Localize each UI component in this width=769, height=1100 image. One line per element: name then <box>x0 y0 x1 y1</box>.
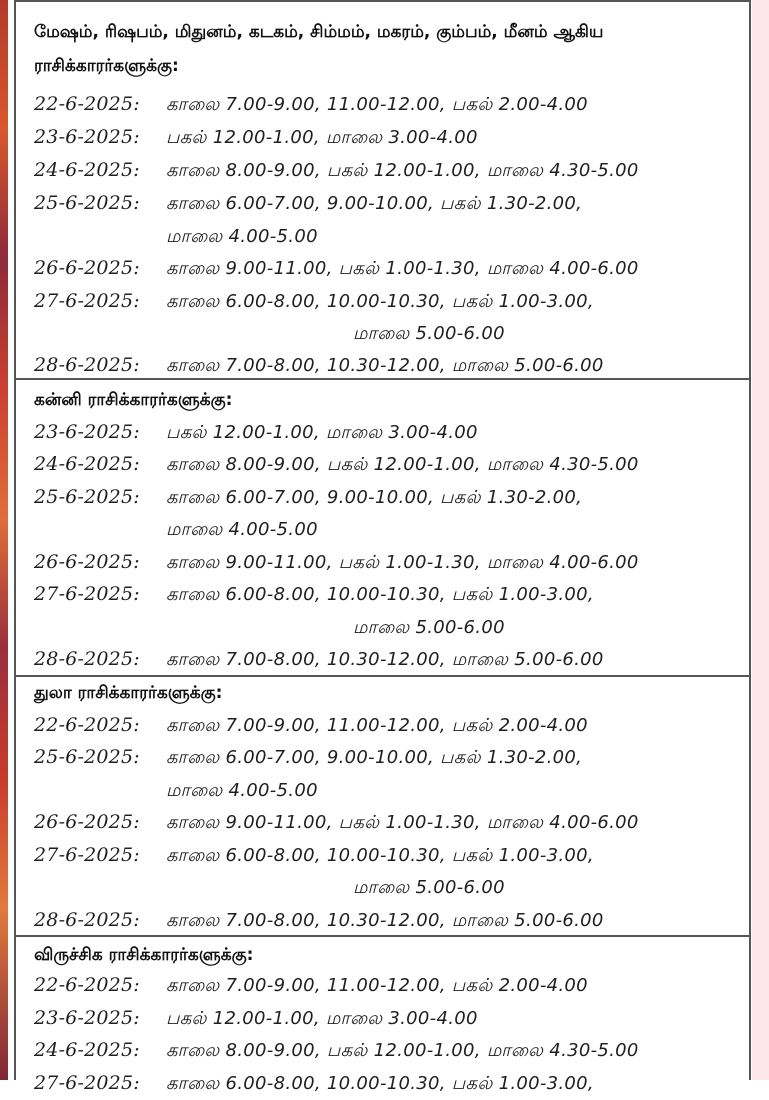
time-slots: காலை 9.00-11.00, பகல் 1.00-1.30, மாலை 4.00-6.00 <box>166 258 639 279</box>
time-slots: காலை 6.00-8.00, 10.00-10.30, பகல் 1.00-3.00, <box>166 845 594 866</box>
date-label: 26-6-2025: <box>34 257 140 279</box>
time-slots: காலை 8.00-9.00, பகல் 12.00-1.00, மாலை 4.30-5.00 <box>166 1040 639 1061</box>
date-row <box>34 839 594 872</box>
time-slots: காலை 6.00-7.00, 9.00-10.00, பகல் 1.30-2.00, <box>166 487 583 508</box>
date-label: 27-6-2025: <box>34 583 140 605</box>
date-row <box>34 643 604 676</box>
date-row <box>34 448 639 481</box>
date-row <box>34 806 639 839</box>
time-slots: காலை 7.00-9.00, 11.00-12.00, பகல் 2.00-4.00 <box>166 975 588 996</box>
date-label: 25-6-2025: <box>34 746 140 768</box>
time-slots-continued: மாலை 5.00-6.00 <box>353 323 505 344</box>
section-heading: துலா ராசிக்காரர்களுக்கு: <box>34 683 223 703</box>
date-row <box>34 1067 594 1100</box>
date-label: 24-6-2025: <box>34 159 140 181</box>
time-slots: காலை 7.00-8.00, 10.30-12.00, மாலை 5.00-6.00 <box>166 649 604 670</box>
time-slots: பகல் 12.00-1.00, மாலை 3.00-4.00 <box>166 1008 478 1029</box>
time-slots: பகல் 12.00-1.00, மாலை 3.00-4.00 <box>166 127 478 148</box>
date-row <box>34 904 604 937</box>
date-row <box>34 416 478 449</box>
time-slots: காலை 6.00-8.00, 10.00-10.30, பகல் 1.00-3.00, <box>166 584 594 605</box>
time-slots: காலை 7.00-8.00, 10.30-12.00, மாலை 5.00-6.00 <box>166 910 604 931</box>
rasi-group-section <box>16 675 749 935</box>
date-row <box>34 252 639 285</box>
date-row <box>34 546 639 579</box>
decorative-border-left <box>0 0 8 1080</box>
section-heading-line2: ராசிக்காரர்களுக்கு: <box>34 56 179 76</box>
date-row <box>34 741 582 774</box>
time-slots-continued: மாலை 4.00-5.00 <box>166 519 318 540</box>
time-slots: காலை 7.00-9.00, 11.00-12.00, பகல் 2.00-4.00 <box>166 94 588 115</box>
date-row <box>34 88 588 121</box>
rasi-group-section <box>16 935 749 1094</box>
time-slots: காலை 9.00-11.00, பகல் 1.00-1.30, மாலை 4.00-6.00 <box>166 552 639 573</box>
time-slots-continued: மாலை 4.00-5.00 <box>166 226 318 247</box>
time-slots: காலை 6.00-7.00, 9.00-10.00, பகல் 1.30-2.00, <box>166 193 583 214</box>
date-label: 23-6-2025: <box>34 126 140 148</box>
time-slots: காலை 6.00-8.00, 10.00-10.30, பகல் 1.00-3.00, <box>166 291 594 312</box>
date-row <box>34 187 582 220</box>
horoscope-time-table <box>14 0 751 1094</box>
date-label: 27-6-2025: <box>34 1072 140 1094</box>
date-label: 23-6-2025: <box>34 421 140 443</box>
date-label: 24-6-2025: <box>34 1039 140 1061</box>
time-slots-continued: மாலை 5.00-6.00 <box>353 877 505 898</box>
date-label: 27-6-2025: <box>34 290 140 312</box>
time-slots: காலை 6.00-8.00, 10.00-10.30, பகல் 1.00-3.00, <box>166 1073 594 1094</box>
section-heading: மேஷம், ரிஷபம், மிதுனம், கடகம், சிம்மம், மகரம், கும்பம், மீனம் ஆகிய <box>34 22 604 42</box>
date-label: 28-6-2025: <box>34 354 140 376</box>
date-label: 22-6-2025: <box>34 974 140 996</box>
section-heading: கன்னி ராசிக்காரர்களுக்கு: <box>34 390 233 410</box>
rasi-group-section <box>16 378 749 675</box>
decorative-border-right <box>752 0 769 1080</box>
date-label: 26-6-2025: <box>34 551 140 573</box>
date-row <box>34 1034 639 1067</box>
time-slots: காலை 8.00-9.00, பகல் 12.00-1.00, மாலை 4.30-5.00 <box>166 454 639 475</box>
date-row <box>34 481 582 514</box>
time-slots: காலை 9.00-11.00, பகல் 1.00-1.30, மாலை 4.00-6.00 <box>166 812 639 833</box>
time-slots: பகல் 12.00-1.00, மாலை 3.00-4.00 <box>166 422 478 443</box>
date-label: 22-6-2025: <box>34 714 140 736</box>
date-label: 28-6-2025: <box>34 648 140 670</box>
date-row <box>34 578 594 611</box>
time-slots-continued: மாலை 4.00-5.00 <box>166 780 318 801</box>
time-slots: காலை 6.00-7.00, 9.00-10.00, பகல் 1.30-2.00, <box>166 747 583 768</box>
time-slots: காலை 7.00-8.00, 10.30-12.00, மாலை 5.00-6.00 <box>166 355 604 376</box>
time-slots: காலை 7.00-9.00, 11.00-12.00, பகல் 2.00-4.00 <box>166 715 588 736</box>
date-row <box>34 121 478 154</box>
date-label: 25-6-2025: <box>34 192 140 214</box>
time-slots-continued: மாலை 5.00-6.00 <box>353 617 505 638</box>
date-label: 25-6-2025: <box>34 486 140 508</box>
rasi-group-section <box>16 0 749 378</box>
date-label: 26-6-2025: <box>34 811 140 833</box>
date-row <box>34 969 588 1002</box>
section-heading: விருச்சிக ராசிக்காரர்களுக்கு: <box>34 945 254 965</box>
date-row <box>34 709 588 742</box>
date-row <box>34 285 594 318</box>
date-row <box>34 1002 478 1035</box>
time-slots: காலை 8.00-9.00, பகல் 12.00-1.00, மாலை 4.30-5.00 <box>166 160 639 181</box>
date-row <box>34 154 639 187</box>
date-label: 22-6-2025: <box>34 93 140 115</box>
date-label: 28-6-2025: <box>34 909 140 931</box>
date-label: 24-6-2025: <box>34 453 140 475</box>
date-label: 27-6-2025: <box>34 844 140 866</box>
date-label: 23-6-2025: <box>34 1007 140 1029</box>
